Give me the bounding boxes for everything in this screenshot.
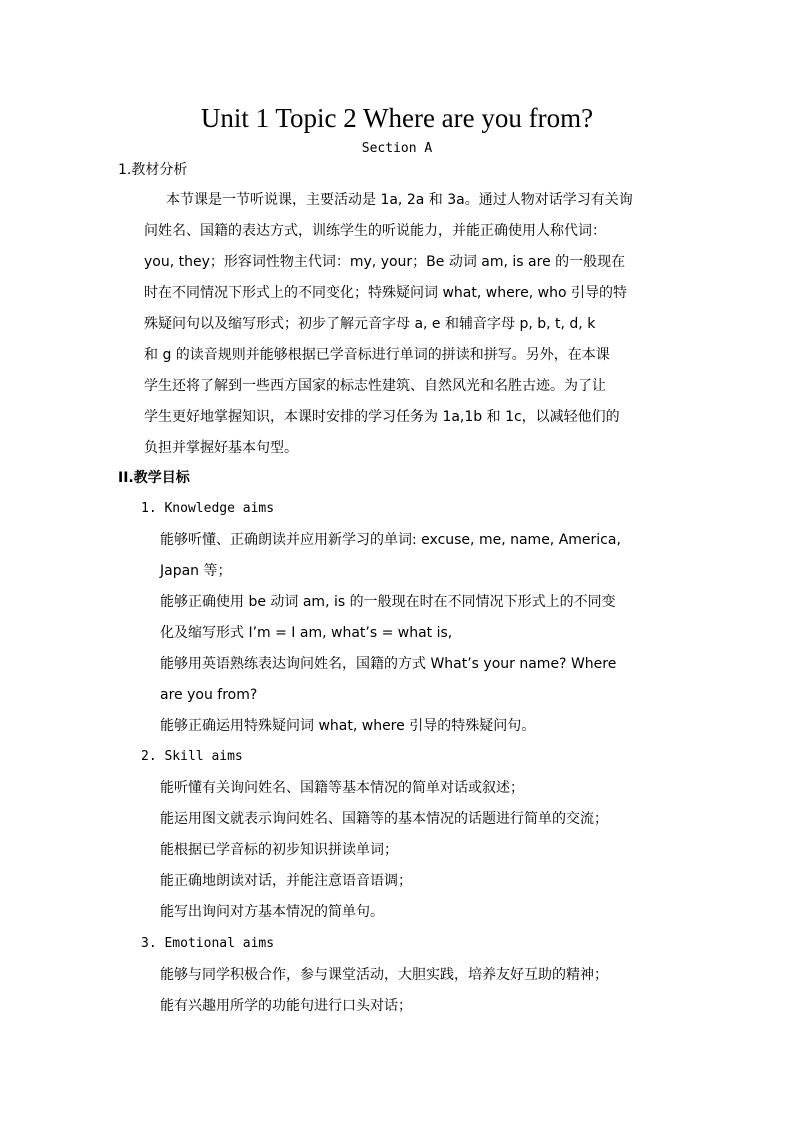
list-item: are you from? bbox=[160, 687, 258, 703]
list-item: 能运用图文就表示询问姓名、国籍等的基本情况的话题进行简单的交流； bbox=[160, 811, 608, 827]
paragraph-line: 学生还将了解到一些西方国家的标志性建筑、自然风光和名胜古迹。为了让 bbox=[144, 378, 606, 394]
paragraph-line: 学生更好地掌握知识，本课时安排的学习任务为 1a,1b 和 1c，以减轻他们的 bbox=[144, 409, 620, 425]
list-item: 能够正确使用 be 动词 am, is 的一般现在时在不同情况下形式上的不同变 bbox=[160, 594, 616, 610]
paragraph-line: 问姓名、国籍的表达方式，训练学生的听说能力，并能正确使用人称代词： bbox=[144, 223, 606, 239]
paragraph-line: 殊疑问句以及缩写形式；初步了解元音字母 a, e 和辅音字母 p, b, t, d, k bbox=[144, 316, 596, 332]
list-item: 能够用英语熟练表达询问姓名，国籍的方式 What’s your name? Where bbox=[160, 656, 617, 672]
section-subtitle: Section A bbox=[361, 141, 433, 156]
paragraph-line: you, they；形容词性物主代词：my, your；Be 动词 am, is are 的一般现在 bbox=[144, 254, 626, 270]
section-1-heading: 1.教材分析 bbox=[118, 162, 188, 178]
paragraph-line: 和 g 的读音规则并能够根据已学音标进行单词的拼读和拼写。另外，在本课 bbox=[144, 347, 610, 363]
paragraph-line: 本节课是一节听说课，主要活动是 1a, 2a 和 3a。通过人物对话学习有关询 bbox=[166, 192, 633, 208]
knowledge-aims-label: 1. Knowledge aims bbox=[141, 501, 275, 516]
paragraph-line: 时在不同情况下形式上的不同变化；特殊疑问词 what, where, who 引导的特 bbox=[144, 285, 627, 301]
page-title: Unit 1 Topic 2 Where are you from? bbox=[200, 103, 594, 133]
list-item: 能有兴趣用所学的功能句进行口头对话； bbox=[160, 998, 412, 1014]
list-item: 能正确地朗读对话，并能注意语音语调； bbox=[160, 873, 412, 889]
list-item: Japan 等； bbox=[160, 563, 232, 579]
list-item: 化及缩写形式 I’m = I am, what’s = what is, bbox=[160, 625, 453, 641]
list-item: 能够听懂、正确朗读并应用新学习的单词: excuse, me, name, America, bbox=[160, 532, 621, 548]
list-item: 能写出询问对方基本情况的简单句。 bbox=[160, 904, 384, 920]
paragraph-line: 负担并掌握好基本句型。 bbox=[144, 440, 298, 456]
section-2-heading: II.教学目标 bbox=[118, 470, 190, 486]
emotional-aims-label: 3. Emotional aims bbox=[141, 936, 275, 951]
list-item: 能够与同学积极合作，参与课堂活动，大胆实践，培养友好互助的精神； bbox=[160, 967, 608, 983]
skill-aims-label: 2. Skill aims bbox=[141, 749, 243, 764]
list-item: 能够正确运用特殊疑问词 what, where 引导的特殊疑问句。 bbox=[160, 718, 536, 734]
list-item: 能根据已学音标的初步知识拼读单词； bbox=[160, 842, 398, 858]
list-item: 能听懂有关询问姓名、国籍等基本情况的简单对话或叙述； bbox=[160, 780, 524, 796]
